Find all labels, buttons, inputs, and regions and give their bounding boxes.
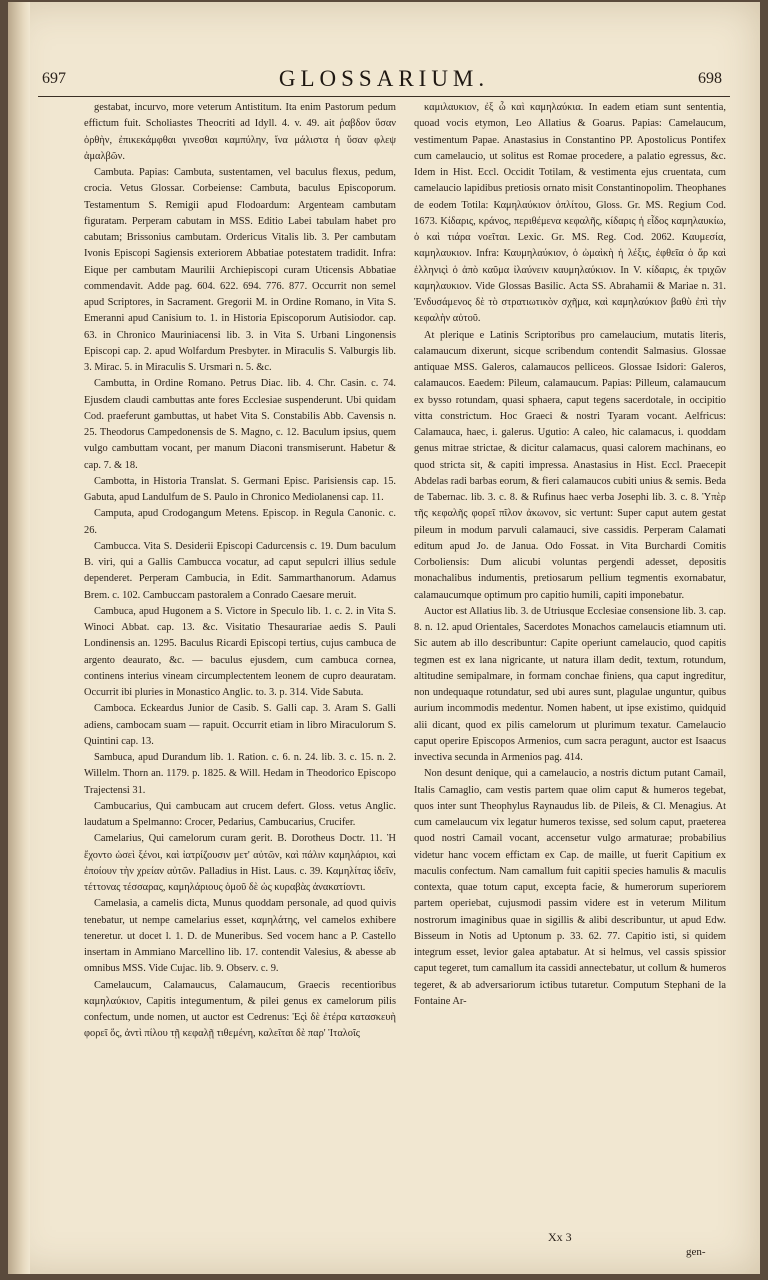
- header-rule: [38, 96, 730, 97]
- entry-paragraph: Cambotta, in Historia Translat. S. Germani Episc. Parisiensis cap. 15. Gabuta, apud Landulfum de S. Paulo in Chronico Mediolanensi cap. 11.: [84, 475, 396, 503]
- signature-mark: Xx 3: [548, 1230, 572, 1244]
- right-column: [414, 100, 726, 1230]
- entry-paragraph: Camboca. Eckeardus Junior de Casib. S. Galli cap. 3. Aram S. Galli adiens, cambocam suam — rapuit. Occurrit etiam in libro Miraculorum S. Quintini cap. 13.: [84, 703, 396, 747]
- entry-paragraph: Camelasia, a camelis dicta, Munus quoddam personale, ad quod quivis tenebatur, ut nempe camelarius esset, καμηλάτης, vel camelos exhibere teneretur. ut docet l. 1. D. de Muneribus. Sed vocem hanc a P. Castello insertam in Ammiano Marcellino lib. 17. contendit Valesius, & abesse ab omnibus MSS. Vide Cujac. lib. 9. Observ. c. 9.: [84, 898, 396, 975]
- book-page: [8, 2, 760, 1274]
- entry-paragraph: Sambuca, apud Durandum lib. 1. Ration. c. 6. n. 24. lib. 3. c. 15. n. 2. Willelm. Thorn an. 1179. p. 1825. & Will. Hedam in Theodorico Episcopo Trajectensi 31.: [84, 752, 396, 796]
- left-column: [84, 100, 396, 1230]
- entry-paragraph: Cambutta, in Ordine Romano. Petrus Diac. lib. 4. Chr. Casin. c. 74. Ejusdem claudi cambuttas ante fores Ecclesiae suspenderunt. Ubi quidam Cod. praeferunt gambuttas, ut habet Vita S. Constabilis Abb. Cavensis n. 25. Theodorus Campedonensis de S. Magno, c. 12. Baculum ipsius, quem vulgo cambuttam vocant, per manum Diaconi transmiserunt. Habetur & cap. 7. & 18.: [84, 378, 396, 471]
- entry-paragraph: gestabat, incurvo, more veterum Antistitum. Ita enim Pastorum pedum effictum fuit. Scholiastes Theocriti ad Idyll. 4. v. 49. ait ῥαβδον ὕσαν ὀρθὴν, ἐπικεκάμφθαι γινεσθαι καμπύλην, ἵνα μάλιστα ἡ ὕσαν φλεψ ἀμαλβῶν.: [84, 102, 396, 162]
- entry-paragraph: Cambucarius, Qui cambucam aut crucem defert. Gloss. vetus Anglic. laudatum a Spelmanno: Crocer, Pedarius, Cambucarius, Crucifer.: [84, 800, 396, 828]
- running-title: GLOSSARIUM.: [278, 66, 490, 91]
- entry-paragraph: Cambucca. Vita S. Desiderii Episcopi Cadurcensis c. 19. Dum baculum B. viri, qui a Gallis Cambucca vocatur, ad caput sepulcri illius sedule dependeret. Perperam Cambucia, in Edit. Sammarthanorum. Adamus Brem. c. 102. Cambuccam pastoralem a Conrado Caesare meruit.: [84, 540, 396, 601]
- left-page-number: 697: [42, 70, 66, 87]
- entry-paragraph: Camelarius, Qui camelorum curam gerit. B. Dorotheus Doctr. 11. Ἡ ἔχοντο ὡσεὶ ξένοι, καὶ ἰατρίζουσιν μετ' αὐτῶν, καὶ πάλιν καμηλάριοι, καὶ ἐποίουν τὴν χρείαν αὐτῶν. Palladius in Hist. Laus. c. 39. Καμηλίτας ἰδεῖν, τέττονας τέσσαρας, καμηλάριους ὁμοῦ δὲ ὠς κυραβὰς ἀνακατίοντι.: [84, 833, 396, 893]
- entry-paragraph: Camelaucum, Calamaucus, Calamaucum, Graecis recentioribus καμηλαύκιον, Capitis integumentum, & pilei genus ex camelorum pilis confectum, unde nomen, ut auctor est Cedrenus: Ἐςὶ δὲ ἐτέρα κατασκευὴ φορεῖ ὅς, ἀντὶ πίλου τῇ κεφαλῇ τιθεμένη, καλεῖται δὲ παρ' Ἰταλοῖς: [84, 979, 396, 1040]
- entry-paragraph: Auctor est Allatius lib. 3. de Utriusque Ecclesiae consensione lib. 3. cap. 8. n. 12. apud Orientales, Sacerdotes Monachos camelaucis etiamnum uti. Sic autem ab illo describuntur: Capite operiunt camelaucio, quod capitis tegmen est ex lana nigricante, ut natura illam dedit, textum, rotundum, altitudine semipalmare, in formam conchae finiens, qua caput ingreditur, non undequaque rotundatur, sed ubi aures sunt, plagulae unguntur, quibus aurium incommodis medentur. Nomen habent, ut ipse existimo, quidquid alii dicant, quod ex pilis camelorum ut plurimum texatur. Camelaucio caput operire Episcopos Armenios, cum sacra peragunt, auctor est Isaacus invectiva secunda in Armenios pag. 414.: [414, 605, 726, 763]
- entry-paragraph: At plerique e Latinis Scriptoribus pro camelaucium, mutatis literis, calamaucum dixerunt, sicque scribendum contendit Salmasius. Glossae antiquae MSS. Galeros, calamaucos pelliceos. Glossae Isidori: Galeros, calamaucos. Eaedem: Pileum, calamaucum. Papias: Pilleum, calamaucum ex bysso rotundam, quasi sphaera, caput tegens sacerdotale, in occipitio vitta constrictum. Hoc Graeci & nostri Tyaram vocant. Aelfricus: Calamauca, haec, i. galerus. Ugutio: A caleo, hic calamacus, i. quoddam genus mitrae strictae, & dicitur calamacus, quasi calorem machinans, eo quod stricta sit, & capiti impressa. Anastasius in Hist. Eccl. Praecepit Abdelas radi barbas eorum, & fieri calamaucos cubiti unius & semis. Beda de Tabernac. lib. 3. c. 8. & Rufinus haec verba Josephi lib. 3. c. 8. Ὑπὲρ τῆς κεφαλῆς φορεῖ πῖλον ἀκωνον, sic vertunt: Super caput autem gestat pileum in modum parvuli calamauci, sive cassidis. Perperam Calamati editum apud Jo. de Janua. Odo Fossat. in Vita Burchardi Comitis Corboliensis: Dum alicubi voluntas pergendi adesset, depositis monachalibus indumentis, pretiosarum pellium tegmentis exornabatur, calamaucumque optimum pro capitio humili, capiti imponebatur.: [414, 329, 726, 601]
- entry-paragraph: Non desunt denique, qui a camelaucio, a nostris dictum putant Camail, Italis Camaglio, cam vestis partem quae olim caput & humeros tegebat, quos inter sunt Theophylus Raynaudus lib. de Pileis, & Cl. Menagius. At cum camelaucum vix legatur humeros texisse, sed solum caput, praeterea quod nostri Camail vocant, accensetur vulgo armaturae; probabilius videtur hanc vocem effictam ex Cap. de maille, ut fuerit Capitium ex maculis confectum. Nam camallum fuit capitii species hamulis & maculis contexta, quae totum caput, excepta facie, & humerorum superiorem partem operiebat, cujusmodi passim videre est in veterum Militum nostrorum imaginibus quae in sigillis & alibi describuntur, ut apud Edw. Bisseum in Notis ad Uptonum p. 33. 62. 77. Capitio isti, si quidem integrum esset, levior galea aptabatur. At si helmus, vel cassis spissior caput tegeret, tum camallum ita cassidi annectebatur, ut collum & humeros tegeret, & ab adversariorum ictibus tutaretur. Computum Stephani de la Fontaine Ar-: [414, 768, 726, 1007]
- right-page-number: 698: [698, 70, 722, 87]
- page-gutter: [8, 2, 30, 1274]
- entry-paragraph: Cambuca, apud Hugonem a S. Victore in Speculo lib. 1. c. 2. in Vita S. Winoci Abbat. cap. 13. &c. Visitatio Thesaurariae aedis S. Pauli Londinensis an. 1295. Baculus Ricardi Episcopi tertius, cujus cambuca de argento deaurato, &c. — baculus ejusdem, cum cambuca cornea, continens interius vineam circumplectentem leonem de cupro deauratam. Occurrit ibi pluries in Monastico Anglic. to. 3. p. 314. Vide Sabuta.: [84, 605, 396, 698]
- entry-paragraph: Cambuta. Papias: Cambuta, sustentamen, vel baculus flexus, pedum, crocia. Vetus Glossar. Corbeiense: Cambuta, baculus Episcoporum. Testamentum S. Remigii apud Flodoardum: Argenteam cambutam figuratam. Perperam cabutam in MSS. Editio Labei tabulam habet pro cabutam; Brissonius cambutam. Ordericus Vitalis lib. 3. Per cambutam Ivonis Episcopi Sagiensis exteriorem Abbatiae potestatem tradidit. Infra: Eique per cambutam Maurilii Archiepiscopi curam Uticensis Abbatiae commendavit. Adde pag. 604. 622. 694. 776. 877. Occurrit non semel apud Scriptores, in Sacrament. Gregorii M. in Ordine Romano, in Vita S. Emeranni apud Canisium to. 1. in Historia Episcoporum Autisiodor. cap. 63. in Chronico Mauriniacensi lib. 3. in Vita S. Urbani Lingonensis Episcopi cap. 2. apud Wolfardum Presbyter. in Miraculis S. Valburgis lib. 3. Mirac. 5. in Miraculis S. Ursmari n. 5. &c.: [84, 167, 396, 373]
- entry-paragraph: καμιλαυκιον, ἐξ ὧ καὶ καμηλαύκια. In eadem etiam sunt sententia, quoad vocis etymon, Leo Allatius & Goarus. Papias: Camelaucum, vestimentum Papae. Anastasius in Constantino PP. Apostolicus Pontifex cum camelaucio, ut solitus est Romae procedere, a palatio egressus, &c. Idem in Hist. Eccl. Occidit Totilam, & vestimenta ejus cruentata, cum camelaucio lapidibus pretiosis ornato misit Constantinopolim. Theophanes de eodem Totila: Καμηλαύκιον ὁπλίτου, Gloss. Gr. MS. Regium Cod. 1673. Κίδαρις, κράνος, περιθέμενα κεφαλῆς, κίδαρις ἡ εἶδος καμηλαυκίω, ὁ καὶ τιάρα νοεῖται. Lexic. Gr. MS. Reg. Cod. 2062. Καυμεσία, καμηλαυκιον. Infra: Καυμηλαύκιον, ὁ ὠμαὶκὴ ἡ λέξις, ἐφθεῖα ὁ ἄρ καὶ ἑλληνιςὶ ὁ ἀπὸ καῦμα ἰλαύνειν καυμηλαύκιον. In V. κίδαρις, ἐκ τριχῶν καμηλαυκιον. Vide Glossas Basilic. Acta SS. Abrahamii & Mariae n. 31. Ἐνδυσάμενος δὲ τὸ στρατιωτικὸν σχῆμα, καὶ καμηλαύκιον βαθὺ ἐπὶ τὴν κεφαλὴν αὐτοῦ.: [414, 102, 726, 325]
- catchword: gen-: [686, 1246, 706, 1258]
- page-header: [8, 66, 760, 94]
- entry-paragraph: Camputa, apud Crodogangum Metens. Episcop. in Regula Canonic. c. 26.: [84, 508, 396, 536]
